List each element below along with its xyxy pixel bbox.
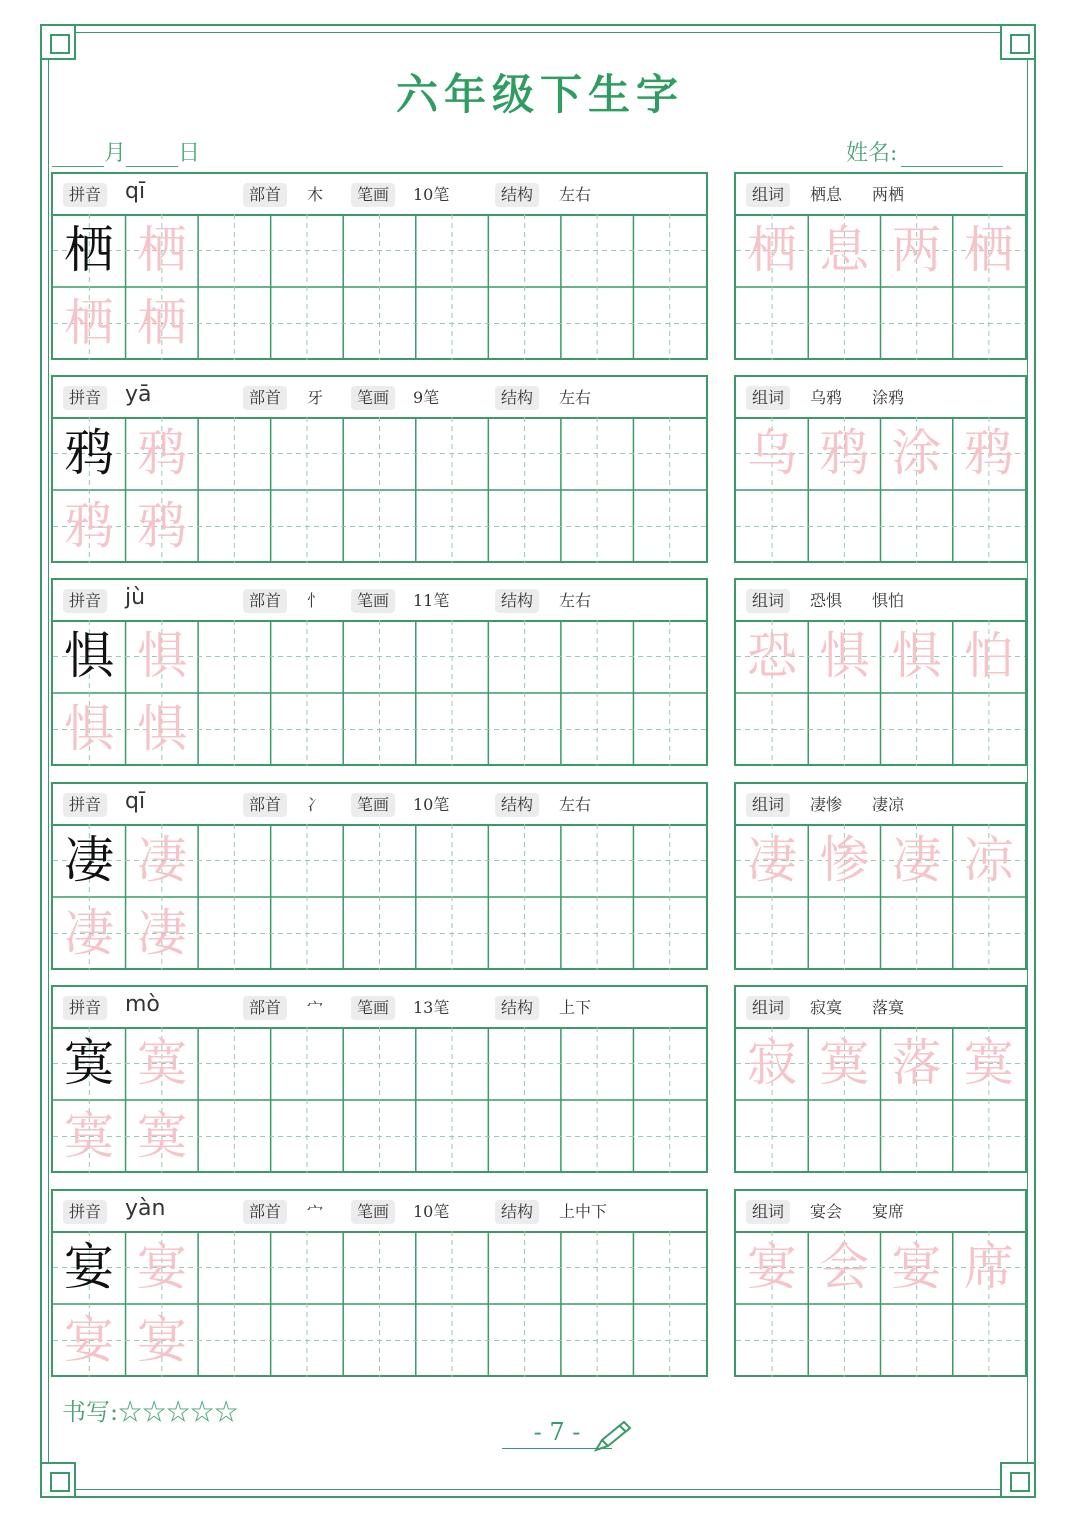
trace-character: 凄 (64, 904, 114, 962)
pinyin-value: mò (125, 992, 160, 1017)
model-character: 宴 (64, 1238, 114, 1296)
radical-value: 牙 (307, 388, 324, 407)
day-label: 日 (178, 141, 201, 166)
word-trace-character: 怕 (963, 627, 1014, 685)
pinyin-tag: 拼音 (63, 996, 107, 1020)
char-practice-panel (51, 782, 708, 970)
trace-character: 寞 (137, 1107, 187, 1165)
pinyin-value: jù (125, 585, 146, 610)
word-2: 凄凉 (872, 795, 905, 814)
strokes-value: 11笔 (413, 591, 450, 610)
word-practice-panel (734, 1189, 1027, 1377)
radical-tag: 部首 (243, 183, 287, 207)
radical-tag: 部首 (243, 996, 287, 1020)
trace-character: 鸦 (137, 424, 187, 482)
word-trace-character: 栖 (963, 221, 1014, 279)
char-info-header (53, 987, 706, 1029)
structure-value: 左右 (559, 185, 592, 204)
model-character: 鸦 (64, 424, 114, 482)
strokes-value: 10笔 (413, 795, 450, 814)
word-trace-character: 惧 (891, 627, 942, 685)
strokes-value: 10笔 (413, 185, 450, 204)
trace-character: 惧 (64, 700, 114, 758)
words-tag: 组词 (746, 386, 790, 410)
word-trace-character: 席 (963, 1238, 1014, 1296)
word-trace-character: 寞 (963, 1034, 1014, 1092)
words-header (736, 784, 1025, 826)
words-tag: 组词 (746, 793, 790, 817)
trace-character: 宴 (137, 1238, 187, 1296)
word-1: 恐惧 (810, 591, 843, 610)
word-trace-character: 寂 (747, 1034, 797, 1092)
model-character: 凄 (64, 831, 114, 889)
strokes-tag: 笔画 (351, 1200, 395, 1224)
word-writing-grid[interactable] (736, 824, 1025, 968)
structure-value: 上下 (559, 998, 592, 1017)
rating-stars[interactable]: ☆☆☆☆☆ (118, 1398, 239, 1426)
char-info-header (53, 580, 706, 622)
trace-character: 惧 (137, 627, 187, 685)
page-number: - 7 - (502, 1418, 612, 1449)
words-tag: 组词 (746, 996, 790, 1020)
trace-character: 栖 (137, 294, 187, 352)
pinyin-tag: 拼音 (63, 793, 107, 817)
month-blank[interactable] (52, 144, 104, 167)
word-2: 宴席 (872, 1202, 905, 1221)
char-info-header (53, 174, 706, 216)
word-practice-panel (734, 578, 1027, 766)
word-writing-grid[interactable] (736, 214, 1025, 358)
corner-ornament-bl (40, 1462, 76, 1498)
writing-grid[interactable] (53, 1231, 706, 1375)
corner-ornament-tr (1000, 24, 1036, 60)
trace-character: 寞 (137, 1034, 187, 1092)
structure-tag: 结构 (495, 183, 539, 207)
writing-grid[interactable] (53, 824, 706, 968)
radical-tag: 部首 (243, 1200, 287, 1224)
strokes-tag: 笔画 (351, 589, 395, 613)
structure-tag: 结构 (495, 793, 539, 817)
word-trace-character: 凉 (963, 831, 1014, 889)
word-trace-character: 凄 (891, 831, 942, 889)
word-1: 凄惨 (810, 795, 843, 814)
trace-character: 栖 (137, 221, 187, 279)
word-writing-grid[interactable] (736, 1027, 1025, 1171)
char-info-header (53, 784, 706, 826)
trace-character: 寞 (64, 1107, 114, 1165)
trace-character: 鸦 (64, 497, 114, 555)
trace-character: 惧 (137, 700, 187, 758)
word-writing-grid[interactable] (736, 417, 1025, 561)
trace-character: 宴 (137, 1311, 187, 1369)
corner-ornament-br (1000, 1462, 1036, 1498)
pinyin-tag: 拼音 (63, 589, 107, 613)
structure-value: 上中下 (559, 1202, 608, 1221)
word-2: 涂鸦 (872, 388, 905, 407)
word-trace-character: 涂 (891, 424, 942, 482)
word-2: 两栖 (872, 185, 905, 204)
char-practice-panel (51, 172, 708, 360)
words-header (736, 174, 1025, 216)
writing-grid[interactable] (53, 620, 706, 764)
structure-value: 左右 (559, 591, 592, 610)
words-tag: 组词 (746, 183, 790, 207)
strokes-value: 10笔 (413, 1202, 450, 1221)
month-label: 月 (104, 141, 127, 166)
word-trace-character: 宴 (891, 1238, 942, 1296)
char-practice-panel (51, 985, 708, 1173)
word-practice-panel (734, 782, 1027, 970)
pinyin-value: yā (125, 382, 152, 407)
model-character: 惧 (64, 627, 114, 685)
radical-tag: 部首 (243, 793, 287, 817)
pinyin-tag: 拼音 (63, 1200, 107, 1224)
radical-value: 宀 (307, 1202, 324, 1221)
pinyin-value: qī (125, 179, 146, 204)
structure-tag: 结构 (495, 1200, 539, 1224)
word-trace-character: 息 (819, 221, 870, 279)
word-practice-panel (734, 172, 1027, 360)
writing-grid[interactable] (53, 417, 706, 561)
word-trace-character: 凄 (747, 831, 797, 889)
pinyin-value: qī (125, 789, 146, 814)
pinyin-tag: 拼音 (63, 386, 107, 410)
writing-grid[interactable] (53, 1027, 706, 1171)
strokes-tag: 笔画 (351, 183, 395, 207)
word-trace-character: 寞 (819, 1034, 870, 1092)
name-label: 姓名: (846, 141, 898, 166)
char-practice-panel (51, 1189, 708, 1377)
structure-value: 左右 (559, 388, 592, 407)
model-character: 寞 (64, 1034, 114, 1092)
char-info-header (53, 377, 706, 419)
structure-tag: 结构 (495, 386, 539, 410)
word-1: 寂寞 (810, 998, 843, 1017)
strokes-value: 9笔 (413, 388, 440, 407)
corner-ornament-tl (40, 24, 76, 60)
char-practice-panel (51, 375, 708, 563)
word-2: 惧怕 (872, 591, 905, 610)
name-line (846, 136, 1003, 167)
word-1: 宴会 (810, 1202, 843, 1221)
structure-value: 左右 (559, 795, 592, 814)
char-info-header (53, 1191, 706, 1233)
words-tag: 组词 (746, 1200, 790, 1224)
word-1: 乌鸦 (810, 388, 843, 407)
words-header (736, 1191, 1025, 1233)
trace-character: 宴 (64, 1311, 114, 1369)
date-line (52, 136, 200, 167)
word-trace-character: 鸦 (819, 424, 870, 482)
word-trace-character: 惨 (819, 831, 870, 889)
structure-tag: 结构 (495, 996, 539, 1020)
word-practice-panel (734, 985, 1027, 1173)
pen-icon (592, 1418, 634, 1454)
words-tag: 组词 (746, 589, 790, 613)
strokes-tag: 笔画 (351, 793, 395, 817)
rating-label: 书写: (62, 1398, 119, 1426)
radical-value: 忄 (307, 591, 324, 610)
words-header (736, 377, 1025, 419)
strokes-tag: 笔画 (351, 386, 395, 410)
words-header (736, 987, 1025, 1029)
words-header (736, 580, 1025, 622)
word-practice-panel (734, 375, 1027, 563)
word-2: 落寞 (872, 998, 905, 1017)
radical-tag: 部首 (243, 589, 287, 613)
word-trace-character: 恐 (747, 627, 797, 685)
radical-value: 冫 (307, 795, 324, 814)
word-trace-character: 落 (891, 1034, 942, 1092)
word-trace-character: 宴 (747, 1238, 797, 1296)
strokes-value: 13笔 (413, 998, 450, 1017)
radical-value: 木 (307, 185, 324, 204)
char-practice-panel (51, 578, 708, 766)
radical-tag: 部首 (243, 386, 287, 410)
trace-character: 鸦 (137, 497, 187, 555)
radical-value: 宀 (307, 998, 324, 1017)
word-trace-character: 乌 (747, 424, 797, 482)
word-trace-character: 会 (819, 1238, 870, 1296)
writing-grid[interactable] (53, 214, 706, 358)
pinyin-tag: 拼音 (63, 183, 107, 207)
word-trace-character: 栖 (747, 221, 797, 279)
word-1: 栖息 (810, 185, 843, 204)
trace-character: 凄 (137, 831, 187, 889)
day-blank[interactable] (126, 144, 178, 167)
word-trace-character: 惧 (819, 627, 870, 685)
structure-tag: 结构 (495, 589, 539, 613)
pinyin-value: yàn (125, 1196, 166, 1221)
word-writing-grid[interactable] (736, 620, 1025, 764)
strokes-tag: 笔画 (351, 996, 395, 1020)
word-trace-character: 两 (891, 221, 942, 279)
rating-line (62, 1392, 238, 1427)
name-blank[interactable] (901, 144, 1003, 167)
word-trace-character: 鸦 (963, 424, 1014, 482)
model-character: 栖 (64, 221, 114, 279)
trace-character: 栖 (64, 294, 114, 352)
page-title: 六年级下生字 (395, 70, 684, 119)
word-writing-grid[interactable] (736, 1231, 1025, 1375)
trace-character: 凄 (137, 904, 187, 962)
